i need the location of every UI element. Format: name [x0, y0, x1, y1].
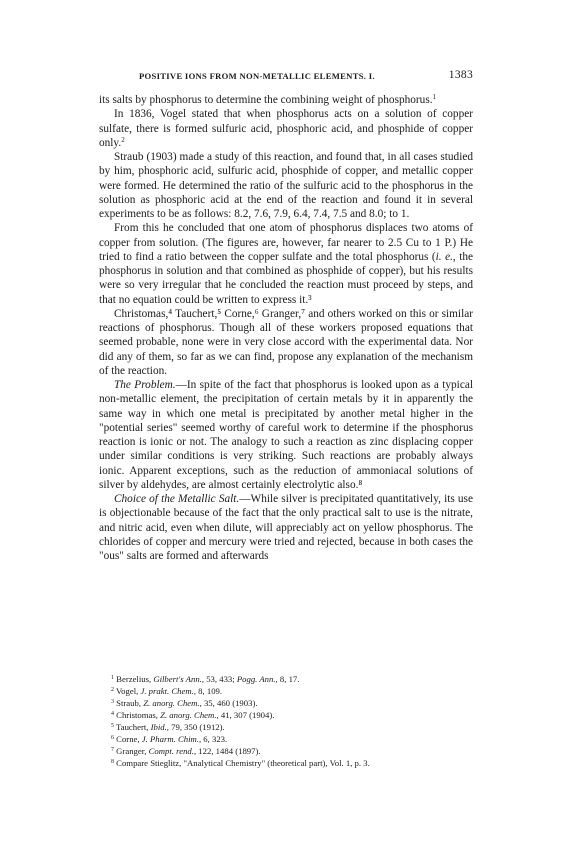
- body-text: [99, 93, 473, 563]
- paragraph-the-problem: The Problem.—In spite of the fact that phosphorus is looked upon as a typical non-metallic element, the precipitation of certain metals by it in apparently the same way in which one metal is precipitated by another metal higher in the "potential series" seemed worthy of careful work to determine if the phosphorus reaction is ionic or not. The analogy to such a reaction as zinc displacing copper under similar conditions is very striking. Such reactions are probably always ionic. Apparent exceptions, such as the reduction of ammoniacal solutions of silver by aldehydes, are almost certainly electrolytic also.⁸: [99, 379, 473, 491]
- footnote: $^4$ Christomas, Z. anorg. Chem., 41, 307 (1904).: [111, 710, 275, 720]
- section-heading-choice-of-salt: Choice of the Metallic Salt.: [114, 493, 240, 505]
- footnote: $^5$ Tauchert, Ibid., 79, 350 (1912).: [111, 722, 225, 732]
- paragraph-4: From this he concluded that one atom of phosphorus displaces two atoms of copper from solution. (The figures are, however, far nearer to 2.5 Cu to 1 P.) He tried to find a ratio between the copper sulfate and the total phosphorus (i. e., the phosphorus in solution and that combined as phosphide of copper), but his results were so very irregular that he concluded the reaction must proceed by steps, and that no equation could be written to express it.³: [99, 222, 474, 306]
- footnote: $^7$ Granger, Compt. rend., 122, 1484 (1897).: [111, 746, 261, 756]
- paragraph-1: its salts by phosphorus to determine the combining weight of phosphorus.$^1$: [99, 93, 437, 106]
- footnote: $^8$ Compare Stieglitz, "Analytical Chemistry" (theoretical part), Vol. 1, p. 3.: [111, 758, 370, 768]
- footnote: $^1$ Berzelius, Gilbert's Ann., 53, 433; Pogg. Ann., 8, 17.: [111, 674, 300, 684]
- page-number: 1383: [448, 69, 473, 81]
- section-heading-the-problem: The Problem.: [114, 379, 176, 391]
- paragraph-5: Christomas,⁴ Tauchert,⁵ Corne,⁶ Granger,⁷ and others worked on this or similar reactions of phosphorus. Though all of these workers proposed equations that seemed probable, none were in very close accord with the experimental data. Nor did any of them, so far as we can find, propose any explanation of the mechanism of the reaction.: [99, 307, 473, 377]
- paragraph-3: Straub (1903) made a study of this reaction, and found that, in all cases studied by him, phosphoric acid, sulfuric acid, phosphide of copper, and metallic copper were formed. He determined the ratio of the sulfuric acid to the phosphorus in the solution as phosphoric acid at the end of the reaction and found it in several experiments to be as follows: 8.2, 7.6, 7.9, 6.4, 7.4, 7.5 and 8.0; to 1.: [99, 151, 473, 220]
- footnote: $^3$ Straub, Z. anorg. Chem., 35, 460 (1903).: [111, 698, 258, 708]
- paragraph-choice-of-salt: Choice of the Metallic Salt.—While silver is precipitated quantitatively, its use is objectionable because of the fact that the only practical salt to use is the nitrate, and nitric acid, even when dilute, will appreciably act on yellow phosphorus. The chlorides of copper and mercury were tried and rejected, because in both cases the "ous" salts are formed and afterwards: [99, 493, 473, 562]
- footnote: $^6$ Corne, J. Pharm. Chim., 6, 323.: [111, 734, 228, 744]
- running-head-title: POSITIVE IONS FROM NON-METALLIC ELEMENTS. I.: [139, 71, 375, 81]
- footnote: $^2$ Vogel, J. prakt. Chem., 8, 109.: [111, 686, 223, 696]
- footnotes: [99, 673, 473, 769]
- paragraph-2: In 1836, Vogel stated that when phosphorus acts on a solution of copper sulfate, there is formed sulfuric acid, phosphoric acid, and phosphide of copper only.$^2$: [99, 108, 473, 149]
